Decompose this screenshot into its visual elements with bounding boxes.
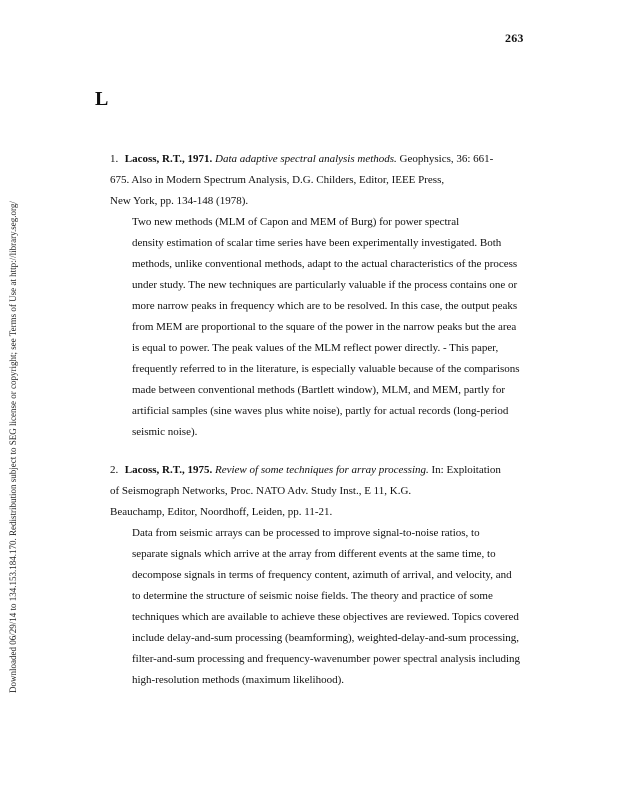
download-notice-text: Downloaded 06/29/14 to 134.153.184.170. Redistribution subject to SEG license or copyright; see Terms of Use at http://library.seg.org/ — [8, 201, 18, 693]
entry-author: Lacoss, R.T., 1975. — [124, 464, 213, 476]
abstract-line: more narrow peaks in frequency which are to be resolved. In this case, the output peaks — [132, 300, 518, 312]
abstract-line: filter-and-sum processing and frequency-wavenumber power spectral analysis including — [132, 653, 521, 665]
entry-author: Lacoss, R.T., 1971. — [124, 153, 213, 165]
citation-line: 675. Also in Modern Spectrum Analysis, D.G. Childers, Editor, IEEE Press, — [110, 174, 445, 186]
abstract-line: methods, unlike conventional methods, adapt to the actual characteristics of the process — [132, 258, 518, 270]
abstract-line: Data from seismic arrays can be processed to improve signal-to-noise ratios, to — [132, 527, 480, 539]
page-number: 263 — [505, 31, 524, 45]
abstract-line: from MEM are proportional to the square of the power in the narrow peaks but the area — [132, 321, 517, 333]
section-letter: L — [95, 88, 109, 110]
citation-line — [110, 149, 522, 170]
abstract-line: seismic noise). — [132, 426, 198, 438]
abstract-line: high-resolution methods (maximum likelihood). — [132, 674, 345, 686]
abstract-line: separate signals which arrive at the array from different events at the same time, to — [132, 548, 496, 560]
entry-citation — [110, 149, 522, 212]
entry-citation — [110, 460, 522, 523]
entry-title: Data adaptive spectral analysis methods. — [215, 153, 397, 165]
citation-line: Beauchamp, Editor, Noordhoff, Leiden, pp. 11-21. — [110, 506, 333, 518]
entry-source: Geophysics, 36: 661- — [399, 153, 494, 165]
entry-title: Review of some techniques for array processing. — [215, 464, 429, 476]
abstract-line: artificial samples (sine waves plus white noise), partly for actual records (long-period — [132, 405, 509, 417]
abstract-line: Two new methods (MLM of Capon and MEM of Burg) for power spectral — [132, 216, 460, 228]
bibliography-entry — [110, 149, 522, 443]
abstract-line: to determine the structure of seismic noise fields. The theory and practice of some — [132, 590, 493, 602]
entry-source: In: Exploitation — [431, 464, 501, 476]
abstract-line: density estimation of scalar time series have been experimentally investigated. Both — [132, 237, 502, 249]
abstract-line: techniques which are available to achieve these objectives are reviewed. Topics covered — [132, 611, 519, 623]
abstract-line: frequently referred to in the literature, is especially valuable because of the comparisons — [132, 363, 520, 375]
bibliography-entry — [110, 460, 522, 691]
entry-abstract — [110, 523, 522, 691]
abstract-line: include delay-and-sum processing (beamforming), weighted-delay-and-sum processing, — [132, 632, 520, 644]
citation-line: New York, pp. 134-148 (1978). — [110, 195, 249, 207]
abstract-line: decompose signals in terms of frequency content, azimuth of arrival, and velocity, and — [132, 569, 512, 581]
citation-line — [110, 460, 522, 481]
citation-line: of Seismograph Networks, Proc. NATO Adv. Study Inst., E 11, K.G. — [110, 485, 412, 497]
entry-abstract — [110, 212, 522, 443]
abstract-line: under study. The new techniques are particularly valuable if the process contains one or — [132, 279, 518, 291]
abstract-line: is equal to power. The peak values of the MLM reflect power directly. - This paper, — [132, 342, 499, 354]
abstract-line: made between conventional methods (Bartlett window), MLM, and MEM, partly for — [132, 384, 505, 396]
entry-number: 2. — [110, 464, 119, 476]
download-notice — [8, 33, 18, 693]
entry-number: 1. — [110, 153, 119, 165]
